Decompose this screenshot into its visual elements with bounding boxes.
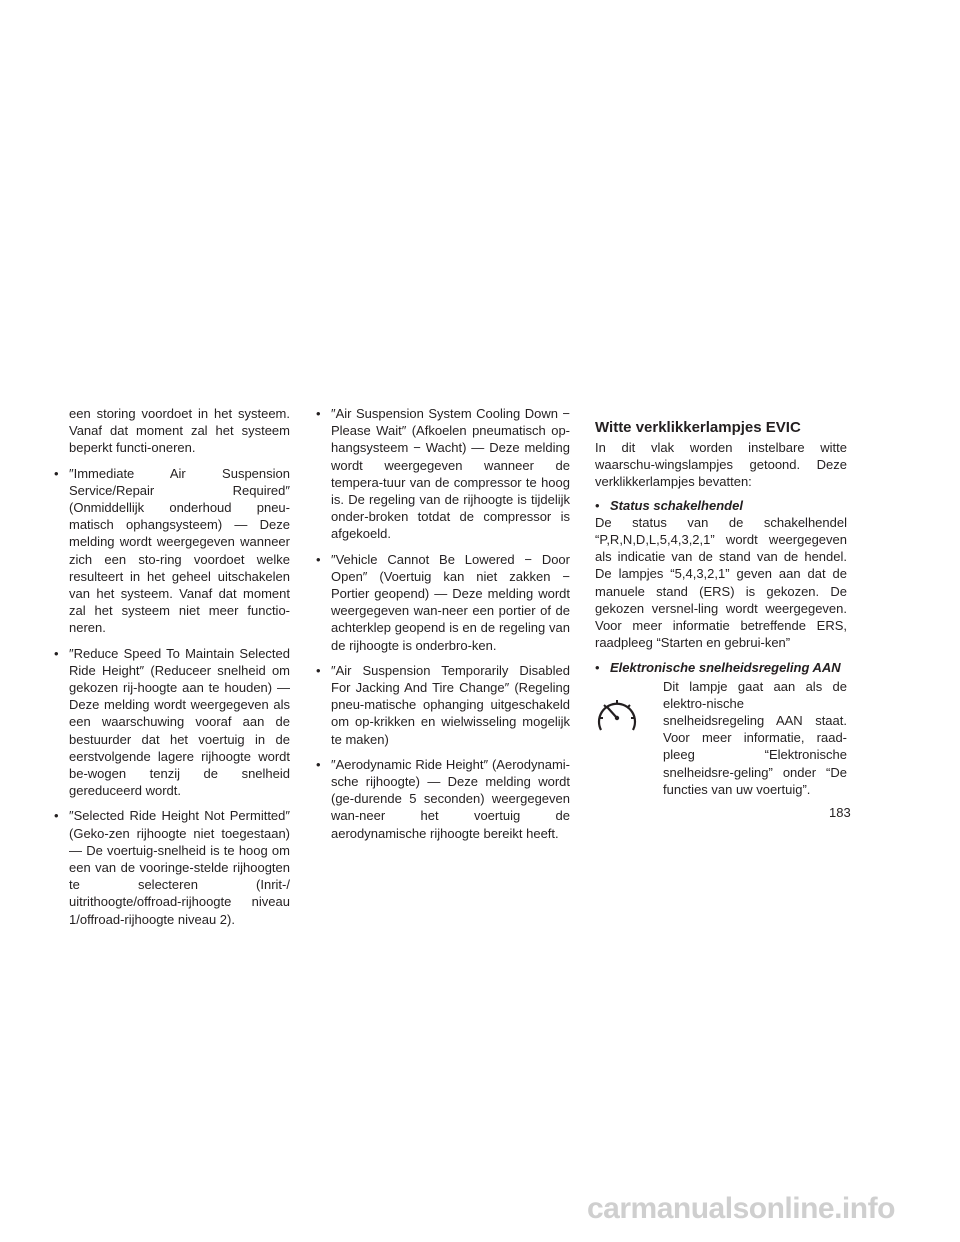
bullet-item	[54, 465, 290, 637]
cruise-control-item	[595, 659, 847, 798]
bullet-item	[316, 662, 570, 748]
bullet-dot: •	[54, 465, 59, 481]
watermark: carmanualsonline.info	[587, 1192, 895, 1225]
item-text: De status van de schakelhendel “P,R,N,D,L,5,4,3,2,1” wordt weergegeven als indicatie van de stand van de hendel. De lampjes “5,4,3,2,1” geven aan dat de manuele stand (ERS) is gekozen. De gekozen versnel-ling wordt weergegeven. Voor meer informatie betreffende ERS, raadpleeg “Starten en gebrui-ken”	[595, 514, 847, 651]
bullet-dot: •	[316, 756, 321, 772]
bullet-dot: •	[54, 808, 59, 824]
page-number: 183	[829, 805, 851, 820]
bullet-item	[316, 405, 570, 543]
bullet-dot: •	[595, 660, 600, 676]
bullet-item	[316, 756, 570, 842]
status-shift-lever-item	[595, 497, 847, 652]
item-title: Elektronische snelheidsregeling AAN	[610, 660, 841, 676]
bullet-text: ″Vehicle Cannot Be Lowered − Door Open″ (Voertuig kan niet zakken − Portier geopend) — Deze melding wordt weergegeven wan-neer een portier of de achterklep geopend is en de regeling van de rijhoogte is onderbro-ken.	[331, 551, 570, 653]
bullet-dot: •	[54, 645, 59, 661]
bullet-text: ″Air Suspension System Cooling Down − Please Wait″ (Afkoelen pneumatisch op-hangsysteem − Wacht) — Deze melding wordt weergegeven wanneer de tempera-tuur van de compressor te hoog is. De regeling van de rijhoogte is tijdelijk onder-broken totdat de compressor is afgekoeld.	[331, 406, 570, 542]
right-column	[595, 405, 847, 798]
section-heading: Witte verklikkerlampjes EVIC	[595, 419, 801, 436]
bullet-text: ″Air Suspension Temporarily Disabled For Jacking And Tire Change″ (Regeling pneu-matische ophanging uitgeschakeld om op-krikken en wielwisseling mogelijk te maken)	[331, 662, 570, 747]
bullet-item	[54, 645, 290, 800]
intro-paragraph: In dit vlak worden instelbare witte waarschu-wingslampjes getoond. Deze verklikkerlampjes bevatten:	[595, 440, 847, 490]
item-text: Dit lampje gaat aan als de elektro-nische snelheidsregeling AAN staat. Voor meer informatie, raad-pleeg “Elektronische snelheidsre-geling” onder “De functies van uw voertuig”.	[663, 678, 847, 797]
bullet-dot: •	[595, 497, 600, 513]
bullet-text: ″Selected Ride Height Not Permitted″ (Geko-zen rijhoogte niet toegestaan) — De voertuig-snelheid is te hoog om een van de vooringe-stelde rijhoogten te selecteren (Inrit-/ uitrithoogte/offroad-rijhoogte niveau 1/offroad-rijhoogte niveau 2).	[69, 808, 290, 927]
bullet-text: ″Immediate Air Suspension Service/Repair Required″ (Onmiddellijk onderhoud pneu-matisch ophangsysteem) — Deze melding wordt weergegeven wanneer zich een sto-ring voordoet welke resulteert in het geheel uitschakelen van het systeem. Vanaf dat moment zal het systeem niet meer functio-neren.	[69, 465, 290, 636]
bullet-dot: •	[316, 551, 321, 567]
continuation-paragraph: een storing voordoet in het systeem. Vanaf dat moment zal het systeem beperkt functi-oneren.	[69, 406, 290, 456]
left-column	[54, 405, 290, 936]
bullet-text: ″Reduce Speed To Maintain Selected Ride Height″ (Reduceer snelheid om gekozen rij-hoogte aan te houden) — Deze melding wordt weergegeven als een waarschuwing vooraf aan de bestuurder dat het voertuig in de eerstvolgende lagere rijhoogte wordt be-wogen tenzij de snelheid gereduceerd wordt.	[69, 645, 290, 799]
bullet-text: ″Aerodynamic Ride Height″ (Aerodynami-sche rijhoogte) — Deze melding wordt (ge-durende 5 seconden) weergegeven wan-neer het voertuig de aerodynamische rijhoogte bereikt heeft.	[331, 756, 570, 841]
middle-column	[316, 405, 570, 850]
bullet-item	[316, 551, 570, 654]
speedometer-icon	[595, 678, 663, 798]
bullet-item	[54, 807, 290, 927]
bullet-dot: •	[316, 406, 321, 421]
bullet-dot: •	[316, 662, 321, 678]
item-title: Status schakelhendel	[610, 497, 743, 513]
